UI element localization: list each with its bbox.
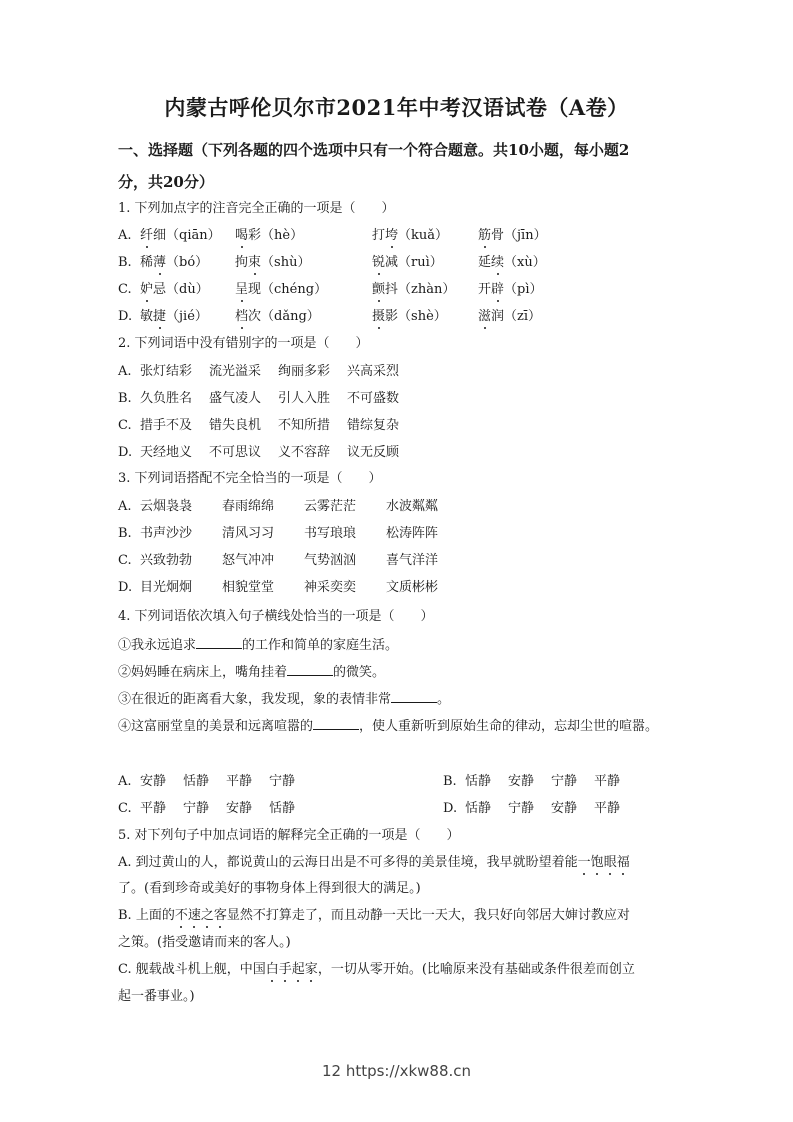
item-char: 敏 [140,309,154,324]
option-word: 宁静 [183,801,210,816]
section-heading-line1: 一、选择题（下列各题的四个选项中只有一个符合题意。共10小题，每小题2 [118,141,630,159]
option-word: 天经地义 [140,445,193,460]
item-char: 开 [478,282,492,297]
q4-sentence [118,663,385,682]
pinyin: （ruì） [398,255,443,270]
pinyin: （zhàn） [398,282,456,297]
option-word: 不可盛数 [347,391,400,406]
option-word: 喜气洋洋 [386,553,439,568]
item-char: 减 [385,255,399,270]
q1-stem: 1. 下列加点字的注音完全正确的一项是（ ） [118,201,395,216]
option-word: 文质彬彬 [386,580,439,595]
item-char: 抖 [385,282,399,297]
sentence-text: 的工作和简单的家庭生活。 [242,638,399,653]
section-heading-line2: 分，共20分） [118,173,214,191]
option-label: A. [118,499,132,514]
sentence-text: ①我永远追求 [118,638,197,653]
sentence-text: ②妈妈睡在病床上，嘴角挂着 [118,665,288,680]
option-word: 松涛阵阵 [386,526,439,541]
option-word: 书写琅琅 [304,526,357,541]
item-char: 润 [491,309,505,324]
pinyin-item [478,227,547,245]
emphasized-char: 筋 [478,228,492,243]
option-label: D. [118,580,133,595]
emphasized-char: 束 [248,255,262,270]
option-word: 绚丽多彩 [278,364,331,379]
q3-stem: 3. 下列词语搭配不完全恰当的一项是（ ） [118,471,382,486]
item-char: 影 [385,309,399,324]
item-char: 打 [372,228,386,243]
pinyin-item [372,281,455,299]
emphasized-char: 纤 [140,228,154,243]
option-word: 错综复杂 [347,418,400,433]
option-label: B. [118,255,132,270]
option-word: 盛气凌人 [209,391,262,406]
option-word: 安静 [508,774,535,789]
q5-option-c-line2: 起一番事业。) [118,989,195,1004]
q5-stem: 5. 对下列句子中加点词语的解释完全正确的一项是（ ） [118,828,460,843]
pinyin: （hè） [261,228,304,243]
pinyin-item [140,308,208,326]
item-char: 忌 [153,282,167,297]
pinyin: （jié） [166,309,208,324]
option-word: 错失良机 [209,418,262,433]
emphasized-char: 颤 [372,282,386,297]
emphasized-char: 薄 [153,255,167,270]
q5-c-text-post: ，一切从零开始。(比喻原来没有基础或条件很差而创立 [317,962,635,977]
pinyin: （dù） [166,282,209,297]
option-word: 平静 [226,774,253,789]
emphasized-char: 客 [213,908,227,923]
pinyin: （bó） [166,255,209,270]
option-word: 云烟袅袅 [140,499,193,514]
emphasized-char: 不 [174,908,188,923]
pinyin: （kuǎ） [398,228,449,243]
q5-c-text: C. 舰载战斗机上舰，中国 [118,962,266,977]
sentence-text: 。 [437,692,451,707]
pinyin-item [235,254,310,272]
sentence-text: ③在很近的距离看大象，我发现，象的表情非常 [118,692,392,707]
option-word: 恬静 [269,801,296,816]
page-title: 内蒙古呼伦贝尔市2021年中考汉语试卷（A卷） [164,95,629,120]
page-footer: 12 https://xkw88.cn [321,1062,472,1080]
option-word: 不可思议 [209,445,262,460]
option-word: 不知所措 [278,418,331,433]
item-char: 骨 [491,228,505,243]
option-label: D. [443,801,458,816]
option-label: A. [118,364,132,379]
option-label: D. [118,309,133,324]
q5-option-c-line1 [118,961,635,979]
option-word: 义不容辞 [278,445,331,460]
option-word: 张灯结彩 [140,364,193,379]
emphasized-char: 白 [265,962,279,977]
emphasized-char: 续 [491,255,505,270]
emphasized-char: 眼 [603,855,617,870]
q4-stem: 4. 下列词语依次填入句子横线处恰当的一项是（ ） [118,609,434,624]
emphasized-char: 起 [291,962,305,977]
item-char: 细 [153,228,167,243]
emphasized-char: 锐 [372,255,386,270]
q5-option-a-line2: 了。(看到珍奇或美好的事物身体上得到很大的满足。) [118,881,421,896]
option-word: 目光炯炯 [140,580,193,595]
option-label: C. [118,418,132,433]
option-word: 平静 [594,774,621,789]
q4-sentence [118,717,658,736]
q5-option-b-line1 [118,907,630,925]
q5-a-emphasis [578,855,630,870]
option-word: 安静 [226,801,253,816]
q5-option-b-line2: 之策。(指受邀请而来的客人。) [118,935,291,950]
pinyin-item [235,227,303,245]
option-word: 恬静 [465,774,492,789]
option-label: C. [118,553,132,568]
option-word: 引人入胜 [278,391,331,406]
fill-blank [196,636,242,649]
q5-b-text: B. 上面的 [118,908,175,923]
item-char: 延 [478,255,492,270]
pinyin: （zī） [504,309,542,324]
option-word: 相貌堂堂 [222,580,275,595]
pinyin: （jīn） [504,228,547,243]
item-char: 拘 [235,255,249,270]
item-char: 彩 [248,228,262,243]
option-word: 书声沙沙 [140,526,193,541]
option-label: B. [118,391,132,406]
emphasized-char: 家 [304,962,318,977]
emphasized-char: 捷 [153,309,167,324]
fill-blank [391,690,437,703]
option-word: 云雾茫茫 [304,499,357,514]
sentence-text: ④这富丽堂皇的美景和远离喧嚣的 [118,719,314,734]
pinyin: （qiān） [166,228,221,243]
emphasized-char: 滋 [478,309,492,324]
q5-option-a-line1 [118,854,630,872]
pinyin-item [372,308,447,326]
emphasized-char: 妒 [140,282,154,297]
option-word: 怒气冲冲 [222,553,275,568]
emphasized-char: 喝 [235,228,249,243]
option-word: 水波粼粼 [386,499,439,514]
option-word: 安静 [140,774,167,789]
pinyin-item [478,254,546,272]
option-label: A. [118,228,132,243]
pinyin-item [372,227,448,245]
emphasized-char: 呈 [235,282,249,297]
option-word: 宁静 [508,801,535,816]
emphasized-char: 垮 [385,228,399,243]
q2-stem: 2. 下列词语中没有错别字的一项是（ ） [118,336,369,351]
q5-c-emphasis [266,962,318,977]
emphasized-char: 之 [200,908,214,923]
option-word: 宁静 [551,774,578,789]
pinyin: （shù） [261,255,311,270]
option-word: 恬静 [465,801,492,816]
q4-sentence [118,690,450,709]
emphasized-char: 福 [616,855,630,870]
sentence-text: ，使人重新听到原始生命的律动，忘却尘世的喧嚣。 [359,719,659,734]
pinyin-item [478,308,541,326]
option-word: 久负胜名 [140,391,193,406]
option-word: 春雨绵绵 [222,499,275,514]
q4-sentence [118,636,398,655]
pinyin: （shè） [398,309,447,324]
item-char: 现 [248,282,262,297]
option-word: 平静 [594,801,621,816]
pinyin: （pì） [504,282,543,297]
item-char: 次 [248,309,262,324]
option-word: 清风习习 [222,526,275,541]
option-word: 神采奕奕 [304,580,357,595]
option-word: 恬静 [183,774,210,789]
option-label: D. [118,445,133,460]
emphasized-char: 一 [577,855,591,870]
option-label: C. [118,282,132,297]
section-heading [118,136,698,196]
option-word: 安静 [551,801,578,816]
option-word: 措手不及 [140,418,193,433]
option-word: 平静 [140,801,167,816]
fill-blank [313,717,359,730]
emphasized-char: 饱 [590,855,604,870]
pinyin: （dǎng） [261,309,320,324]
option-word: 气势汹汹 [304,553,357,568]
pinyin-item [235,308,320,326]
option-word: 流光溢采 [209,364,262,379]
emphasized-char: 辟 [491,282,505,297]
pinyin-item [235,281,327,299]
pinyin-item [372,254,443,272]
q5-b-emphasis [175,908,227,923]
pinyin-item [478,281,543,299]
q5-b-text-post: 显然不打算走了，而且动静一天比一天大，我只好向邻居大婶讨教应对 [226,908,630,923]
fill-blank [287,663,333,676]
pinyin-item [140,227,221,245]
option-word: 兴高采烈 [347,364,400,379]
pinyin: （xù） [504,255,546,270]
option-word: 兴致勃勃 [140,553,193,568]
emphasized-char: 速 [187,908,201,923]
emphasized-char: 手 [278,962,292,977]
emphasized-char: 摄 [372,309,386,324]
option-label: B. [443,774,457,789]
pinyin: （chéng） [261,282,328,297]
pinyin-item [140,254,208,272]
option-label: C. [118,801,132,816]
pinyin-item [140,281,209,299]
sentence-text: 的微笑。 [333,665,386,680]
q5-a-text: A. 到过黄山的人，都说黄山的云海日出是不可多得的美景佳境，我早就盼望着能 [118,855,578,870]
option-word: 宁静 [269,774,296,789]
item-char: 稀 [140,255,154,270]
option-label: B. [118,526,132,541]
option-label: A. [118,774,132,789]
emphasized-char: 档 [235,309,249,324]
option-word: 议无反顾 [347,445,400,460]
